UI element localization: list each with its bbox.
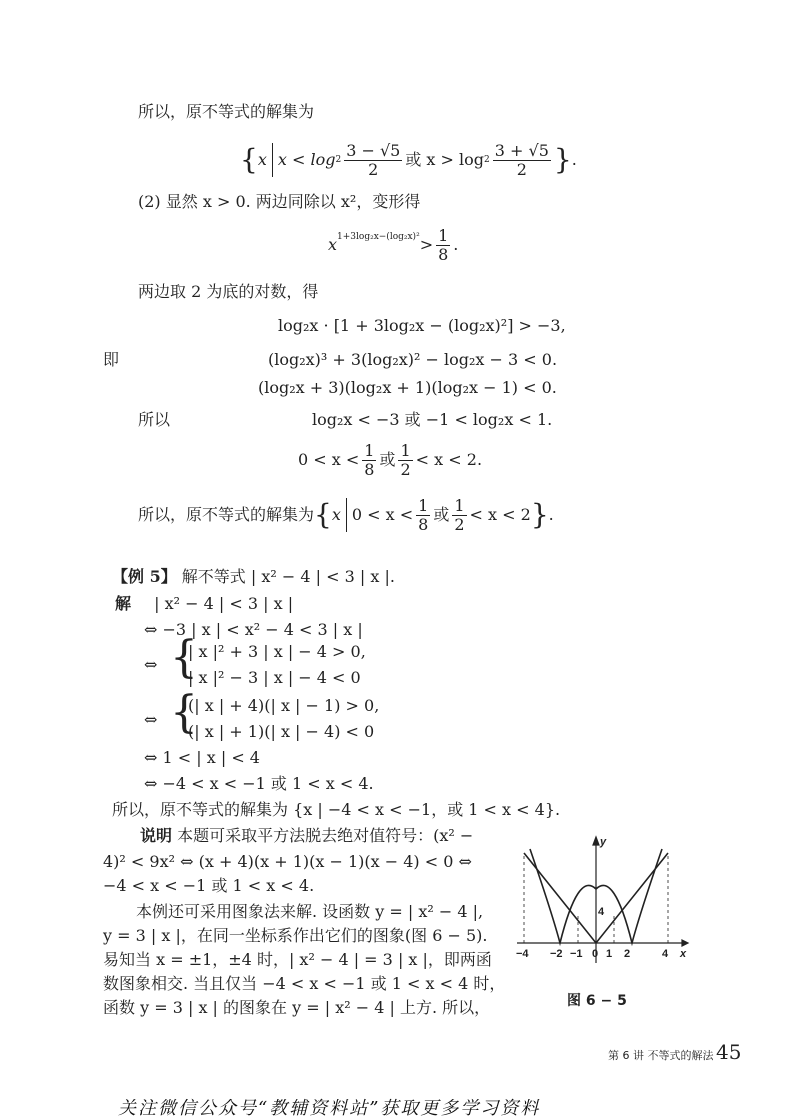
math-var: x bbox=[257, 150, 267, 169]
solution-line: ⇔ 1 < | x | < 4 bbox=[144, 748, 260, 767]
formula-solution-set-2: 所以，原不等式的解集为 { x 0 < x < $\frac{1}{8}$ 或 $\frac{1}{2}$ < x < 2 } . bbox=[138, 495, 554, 534]
formula-line: (log₂x + 3)(log₂x + 1)(log₂x − 1) < 0. bbox=[258, 378, 557, 397]
period: . bbox=[571, 150, 577, 169]
example-text: 解不等式 | x² − 4 | < 3 | x |. bbox=[176, 567, 395, 586]
denominator: 2 bbox=[400, 459, 411, 479]
math-text: < x < 2. bbox=[415, 450, 483, 469]
system-brace: { bbox=[170, 687, 198, 738]
denominator: 8 bbox=[364, 459, 375, 479]
remark-line: −4 < x < −1 或 1 < x < 4. bbox=[103, 876, 315, 895]
math-text: 或 bbox=[433, 505, 450, 524]
math-text: 或 x > log bbox=[405, 150, 485, 169]
tick-label: 1 bbox=[606, 948, 613, 960]
solution-line: 所以，原不等式的解集为 {x | −4 < x < −1，或 1 < x < 4}. bbox=[112, 800, 561, 819]
numerator: 1 bbox=[400, 440, 411, 460]
formula-line: log₂x · [1 + 3log₂x − (log₂x)²] > −3, bbox=[278, 316, 566, 335]
text-line: 两边取 2 为底的对数，得 bbox=[138, 282, 319, 301]
remark-line: 函数 y = 3 | x | 的图象在 y = | x² − 4 | 上方. 所以， bbox=[103, 998, 491, 1017]
formula-line: (log₂x)³ + 3(log₂x)² − log₂x − 3 < 0. bbox=[268, 350, 558, 369]
numerator: 1 bbox=[438, 225, 449, 245]
denominator: 2 bbox=[454, 514, 465, 534]
tick-label: 0 bbox=[592, 948, 599, 960]
text: 所以，原不等式的解集为 bbox=[138, 505, 315, 524]
remark-line: 数图象相交. 当且仅当 −4 < x < −1 或 1 < x < 4 时， bbox=[103, 974, 506, 993]
system-line: | x |² + 3 | x | − 4 > 0, bbox=[188, 642, 366, 661]
equivalence-mark: ⇔ bbox=[144, 710, 158, 729]
denominator: 2 bbox=[368, 159, 379, 179]
math-text: | x² − 4 | < 3 | x | bbox=[154, 594, 294, 613]
denominator: 2 bbox=[516, 159, 527, 179]
text-line: 所以 bbox=[138, 410, 171, 429]
remark-line: 4)² < 9x² ⇔ (x + 4)(x + 1)(x − 1)(x − 4) < 0 ⇔ bbox=[103, 852, 472, 871]
remark-line bbox=[140, 826, 473, 846]
math-var: x bbox=[328, 235, 338, 254]
remark-text: 本题可采取平方法脱去绝对值符号：(x² − bbox=[172, 826, 474, 845]
system-line: (| x | + 4)(| x | − 1) > 0, bbox=[188, 696, 380, 715]
solution-line: ⇔ −4 < x < −1 或 1 < x < 4. bbox=[144, 774, 374, 793]
formula-solution-set-1: { x x < log 2 $\frac{3 - √5}{2}$ 或 x > log 2 $\frac{3 + √5}{2}$ } . bbox=[240, 140, 577, 179]
x-axis-arrow bbox=[682, 940, 688, 946]
solution-line bbox=[115, 594, 293, 614]
chapter-footer: 第 6 讲 不等式的解法 bbox=[608, 1049, 714, 1062]
period: . bbox=[548, 505, 554, 524]
math-text: < x < 2 bbox=[469, 505, 531, 524]
tick-label: 4 bbox=[662, 948, 669, 960]
numerator: 3 + √5 bbox=[494, 140, 549, 160]
system-line: | x |² − 3 | x | − 4 < 0 bbox=[188, 668, 361, 687]
solution-line: ⇔ −3 | x | < x² − 4 < 3 | x | bbox=[144, 620, 363, 639]
numerator: 1 bbox=[364, 440, 375, 460]
tick-label: −4 bbox=[516, 948, 529, 960]
equivalence-mark: ⇔ bbox=[144, 655, 158, 674]
formula-line: log₂x < −3 或 −1 < log₂x < 1. bbox=[312, 410, 553, 429]
period: . bbox=[453, 235, 459, 254]
formula-exponent bbox=[328, 225, 458, 265]
math-text: 0 < x < bbox=[351, 505, 414, 524]
text-line: (2) 显然 x > 0. 两边同除以 x²，变形得 bbox=[138, 192, 421, 211]
system-brace: { bbox=[170, 632, 198, 683]
formula-range bbox=[298, 440, 482, 480]
text-line: 所以，原不等式的解集为 bbox=[138, 102, 315, 121]
numerator: 1 bbox=[454, 495, 465, 515]
math-text: 或 bbox=[379, 450, 396, 469]
remark-line: 本例还可采用图象法来解. 设函数 y = | x² − 4 |, bbox=[136, 902, 484, 921]
denominator: 8 bbox=[438, 244, 449, 264]
remark-label: 说明 bbox=[140, 826, 173, 845]
math-text: x < log bbox=[277, 150, 336, 169]
math-text: > bbox=[419, 235, 434, 254]
remark-line: y = 3 | x |，在同一坐标系作出它们的图象(图 6 − 5). bbox=[103, 926, 488, 945]
tick-label: −2 bbox=[550, 948, 563, 960]
solution-label: 解 bbox=[115, 594, 132, 613]
watermark: 关注微信公众号“教辅资料站”获取更多学习资料 bbox=[118, 1098, 541, 1119]
example-heading bbox=[112, 567, 395, 587]
tick-label: 2 bbox=[624, 948, 631, 960]
numerator: 1 bbox=[418, 495, 429, 515]
system-line: (| x | + 1)(| x | − 4) < 0 bbox=[188, 722, 375, 741]
remark-line: 易知当 x = ±1，±4 时，| x² − 4 | = 3 | x |，即两函 bbox=[103, 950, 492, 969]
denominator: 8 bbox=[418, 514, 429, 534]
math-var: x bbox=[331, 505, 341, 524]
x-axis-label: x bbox=[680, 948, 687, 960]
y-axis-arrow bbox=[593, 837, 599, 845]
y-axis-label: y bbox=[600, 836, 607, 848]
figure-caption: 图 6 − 5 bbox=[567, 993, 627, 1009]
y-tick-label: 4 bbox=[598, 906, 605, 918]
exponent: 1+3log₂x−(log₂x)² bbox=[337, 232, 420, 242]
tick-label: −1 bbox=[570, 948, 583, 960]
function-graph bbox=[512, 835, 690, 965]
text-line: 即 bbox=[103, 350, 120, 369]
math-text: 0 < x < bbox=[298, 450, 360, 469]
numerator: 3 − √5 bbox=[346, 140, 401, 160]
example-label: 【例 5】 bbox=[112, 567, 177, 586]
page-number: 45 bbox=[716, 1040, 742, 1064]
